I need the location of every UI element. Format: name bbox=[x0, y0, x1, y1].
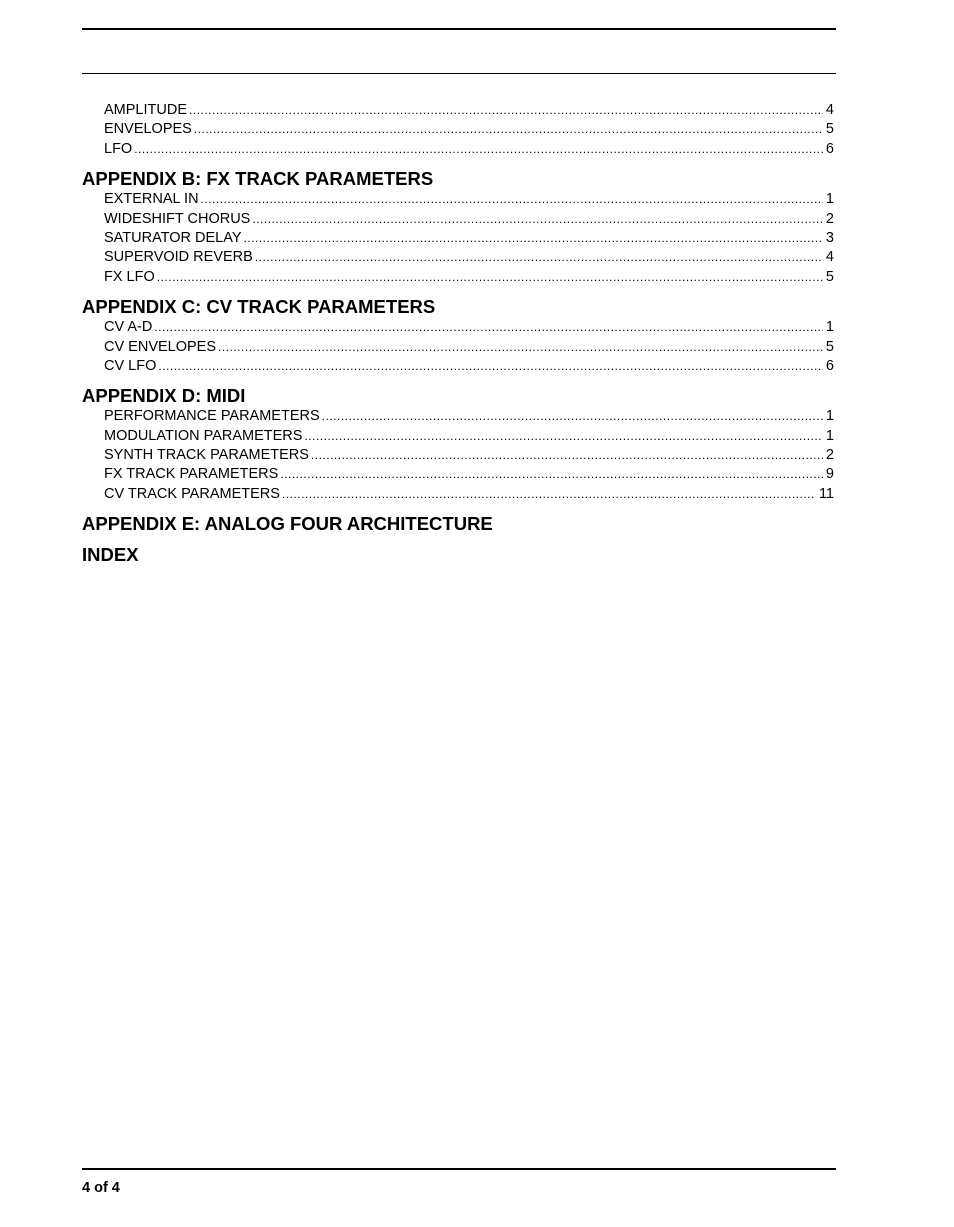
toc-entry[interactable] bbox=[82, 446, 834, 465]
toc-entry-page-number: 4 bbox=[825, 102, 834, 118]
toc-dot-leader bbox=[158, 357, 823, 376]
toc-entry-title: FX LFO bbox=[104, 268, 155, 285]
toc-entry-page-number: 6 bbox=[825, 357, 834, 374]
toc-entry-title: LFO bbox=[104, 140, 133, 157]
toc-section bbox=[82, 168, 834, 287]
toc-entry-page-number: 1 bbox=[825, 191, 834, 208]
toc-dot-leader bbox=[252, 210, 823, 229]
table-of-contents bbox=[82, 101, 834, 575]
toc-section-heading[interactable]: APPENDIX D: MIDI bbox=[82, 385, 246, 407]
toc-entry[interactable] bbox=[82, 357, 834, 376]
toc-section bbox=[82, 385, 834, 504]
toc-dot-leader bbox=[201, 190, 823, 209]
toc-dot-leader bbox=[134, 140, 823, 159]
toc-entry[interactable] bbox=[82, 120, 834, 139]
toc-entry-title: WIDESHIFT CHORUS bbox=[104, 210, 251, 227]
toc-dot-leader bbox=[311, 446, 823, 465]
toc-entry-page-number: 5 bbox=[825, 121, 834, 138]
toc-entry-page-number: 5 bbox=[825, 268, 834, 285]
toc-entry-title: FX TRACK PARAMETERS bbox=[104, 466, 279, 483]
toc-section-heading[interactable]: APPENDIX B: FX TRACK PARAMETERS bbox=[82, 168, 434, 190]
toc-entry-page-number: 9 bbox=[825, 466, 834, 483]
toc-entry-title: ENVELOPES bbox=[104, 121, 192, 138]
toc-entry-title: SATURATOR DELAY bbox=[104, 229, 242, 246]
toc-entry[interactable] bbox=[82, 465, 834, 484]
toc-entry-page-number: 4 bbox=[825, 249, 834, 266]
toc-entry-title: PERFORMANCE PARAMETERS bbox=[104, 408, 320, 425]
toc-entry-title: CV ENVELOPES bbox=[104, 338, 217, 355]
toc-entry[interactable] bbox=[82, 268, 834, 287]
toc-entry-page-number: 2 bbox=[825, 210, 834, 227]
toc-section bbox=[82, 544, 834, 566]
toc-entry-list bbox=[82, 318, 834, 376]
toc-dot-leader bbox=[280, 465, 823, 484]
toc-entry[interactable] bbox=[82, 210, 834, 229]
page-number: 4 of 4 bbox=[82, 1180, 120, 1196]
toc-dot-leader bbox=[194, 120, 823, 139]
toc-entry[interactable] bbox=[82, 485, 834, 504]
toc-dot-leader bbox=[154, 318, 823, 337]
toc-dot-leader bbox=[255, 248, 823, 267]
toc-entry-page-number: 1 bbox=[825, 408, 834, 425]
header-rule-bottom bbox=[82, 73, 836, 74]
toc-entry-page-number: 1 bbox=[825, 319, 834, 336]
toc-entry-title: SUPERVOID REVERB bbox=[104, 249, 253, 266]
toc-entry[interactable] bbox=[82, 140, 834, 159]
toc-entry-page-number: 3 bbox=[825, 229, 834, 246]
toc-entry[interactable] bbox=[82, 229, 834, 248]
toc-entry-list bbox=[82, 190, 834, 287]
toc-entry-title: CV TRACK PARAMETERS bbox=[104, 485, 280, 502]
toc-section-heading[interactable]: INDEX bbox=[82, 544, 139, 566]
toc-dot-leader bbox=[244, 229, 823, 248]
toc-entry[interactable] bbox=[82, 248, 834, 267]
toc-entry-title: MODULATION PARAMETERS bbox=[104, 427, 303, 444]
toc-dot-leader bbox=[157, 268, 823, 287]
toc-entry[interactable] bbox=[82, 318, 834, 337]
toc-entry[interactable] bbox=[82, 427, 834, 446]
toc-entry-title: CV LFO bbox=[104, 357, 157, 374]
toc-entry-list bbox=[82, 407, 834, 504]
toc-entry-page-number: 6 bbox=[825, 140, 834, 157]
footer-rule bbox=[82, 1168, 836, 1170]
toc-entry[interactable] bbox=[82, 407, 834, 426]
toc-dot-leader bbox=[304, 427, 822, 446]
toc-entry-title: SYNTH TRACK PARAMETERS bbox=[104, 447, 309, 464]
toc-dot-leader bbox=[218, 338, 823, 357]
toc-entry-title: CV A-D bbox=[104, 319, 153, 336]
toc-dot-leader bbox=[189, 101, 823, 120]
toc-entry-list bbox=[82, 101, 834, 159]
toc-section-heading[interactable]: APPENDIX E: ANALOG FOUR ARCHITECTURE bbox=[82, 513, 493, 535]
toc-entry[interactable] bbox=[82, 338, 834, 357]
toc-entry[interactable] bbox=[82, 101, 834, 120]
toc-section bbox=[82, 101, 834, 159]
toc-section-heading[interactable]: APPENDIX C: CV TRACK PARAMETERS bbox=[82, 296, 436, 318]
toc-section bbox=[82, 513, 834, 535]
toc-dot-leader bbox=[282, 485, 816, 504]
header-rule-top bbox=[82, 28, 836, 30]
toc-entry-title: AMPLITUDE bbox=[104, 102, 187, 118]
toc-entry[interactable] bbox=[82, 190, 834, 209]
toc-entry-page-number: 5 bbox=[825, 338, 834, 355]
toc-entry-page-number: 2 bbox=[825, 447, 834, 464]
toc-entry-page-number: 1 bbox=[825, 427, 834, 444]
toc-section bbox=[82, 296, 834, 376]
toc-entry-page-number: 11 bbox=[818, 485, 834, 502]
toc-entry-title: EXTERNAL IN bbox=[104, 191, 199, 208]
toc-dot-leader bbox=[322, 407, 823, 426]
